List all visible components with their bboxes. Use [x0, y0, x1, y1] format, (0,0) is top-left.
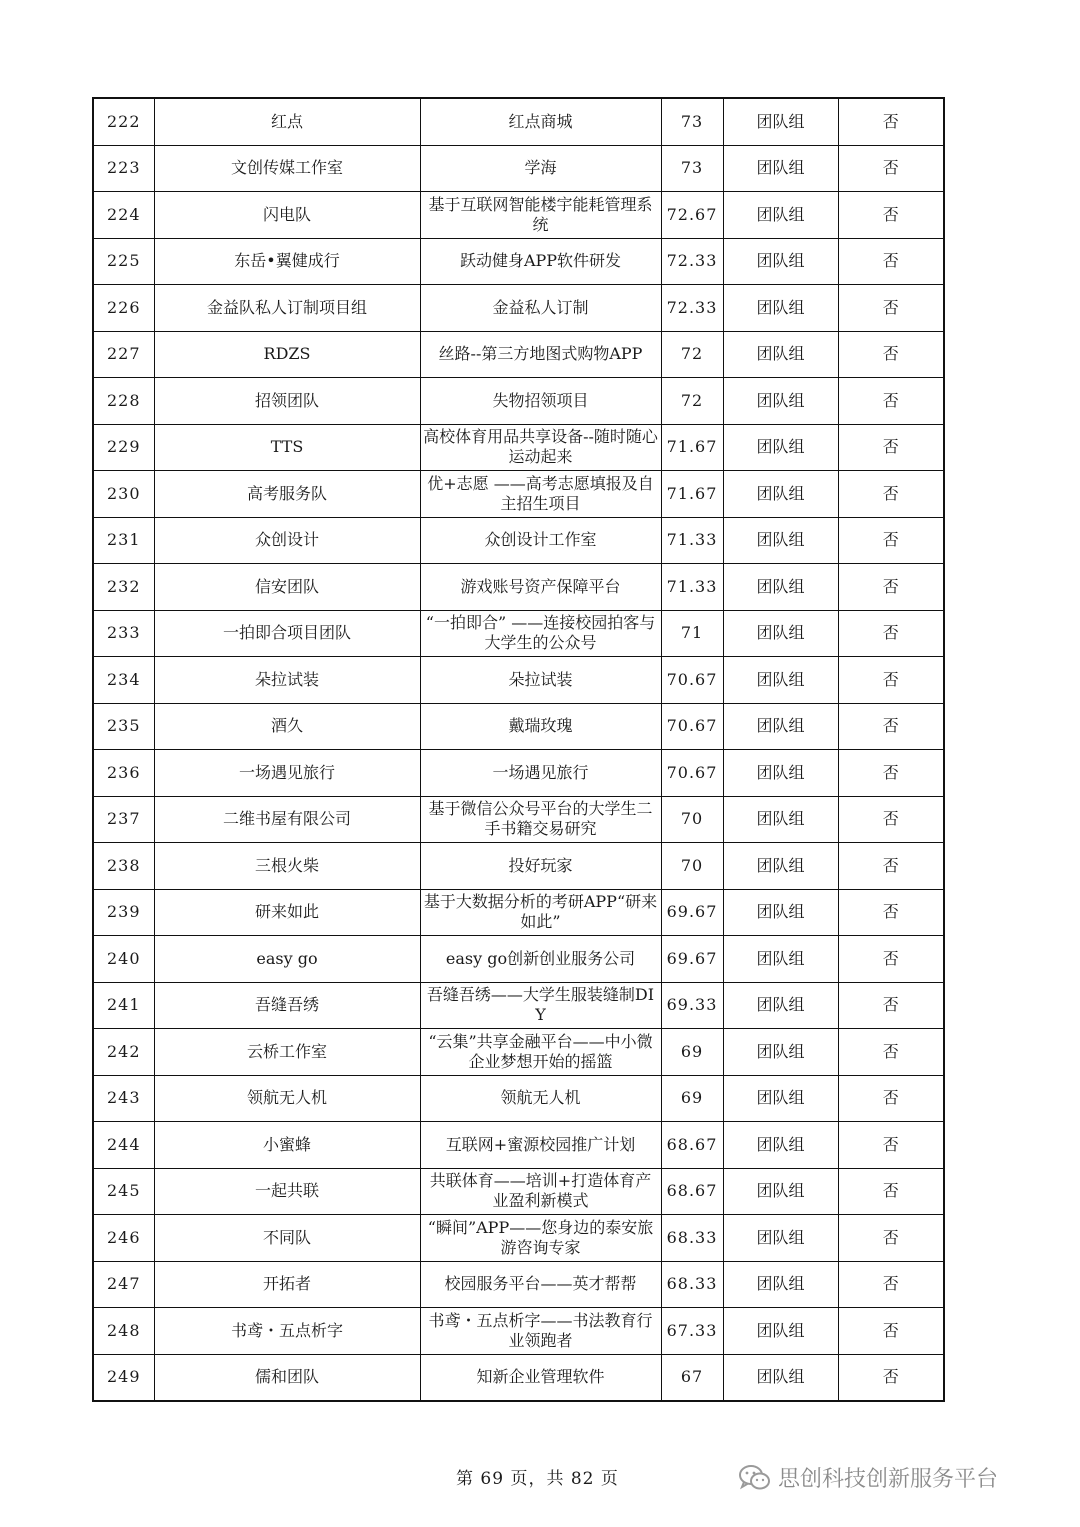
flag-cell: 否 [838, 610, 944, 657]
project-name-cell: 吾缝吾绣——大学生服装缝制DIY [420, 982, 661, 1029]
flag-cell: 否 [838, 936, 944, 983]
group-cell: 团队组 [723, 471, 838, 518]
group-cell: 团队组 [723, 936, 838, 983]
score-cell: 71 [661, 610, 723, 657]
group-cell: 团队组 [723, 145, 838, 192]
flag-cell: 否 [838, 1075, 944, 1122]
flag-cell: 否 [838, 1122, 944, 1169]
table-row [93, 517, 944, 564]
score-cell: 71.33 [661, 564, 723, 611]
project-name-cell: “一拍即合” ——连接校园拍客与大学生的公众号 [420, 610, 661, 657]
table-row [93, 564, 944, 611]
score-cell: 73 [661, 145, 723, 192]
score-cell: 68.33 [661, 1261, 723, 1308]
project-name-cell: “云集”共享金融平台——中小微企业梦想开始的摇篮 [420, 1029, 661, 1076]
project-name-cell: 共联体育——培训+打造体育产业盈利新模式 [420, 1168, 661, 1215]
team-name-cell: 一场遇见旅行 [154, 750, 420, 797]
group-cell: 团队组 [723, 703, 838, 750]
group-cell: 团队组 [723, 378, 838, 425]
score-cell: 72 [661, 331, 723, 378]
table-row [93, 1354, 944, 1401]
score-cell: 68.33 [661, 1215, 723, 1262]
project-name-cell: 书鸢・五点析字——书法教育行业领跑者 [420, 1308, 661, 1355]
team-name-cell: 小蜜蜂 [154, 1122, 420, 1169]
rank-cell: 226 [93, 285, 154, 332]
project-name-cell: 朵拉试装 [420, 657, 661, 704]
rank-cell: 227 [93, 331, 154, 378]
score-cell: 67 [661, 1354, 723, 1401]
team-name-cell: 金益队私人订制项目组 [154, 285, 420, 332]
team-name-cell: 一起共联 [154, 1168, 420, 1215]
group-cell: 团队组 [723, 1261, 838, 1308]
group-cell: 团队组 [723, 657, 838, 704]
rank-cell: 239 [93, 889, 154, 936]
flag-cell: 否 [838, 517, 944, 564]
project-name-cell: 失物招领项目 [420, 378, 661, 425]
flag-cell: 否 [838, 796, 944, 843]
score-cell: 71.33 [661, 517, 723, 564]
team-name-cell: 东岳•翼健成行 [154, 238, 420, 285]
team-name-cell: 高考服务队 [154, 471, 420, 518]
table-row [93, 1075, 944, 1122]
team-name-cell: 众创设计 [154, 517, 420, 564]
team-name-cell: 不同队 [154, 1215, 420, 1262]
score-cell: 71.67 [661, 471, 723, 518]
table-row [93, 331, 944, 378]
rank-cell: 247 [93, 1261, 154, 1308]
rank-cell: 243 [93, 1075, 154, 1122]
rank-cell: 241 [93, 982, 154, 1029]
rank-cell: 236 [93, 750, 154, 797]
rank-cell: 244 [93, 1122, 154, 1169]
table-row [93, 610, 944, 657]
flag-cell: 否 [838, 471, 944, 518]
table-row [93, 471, 944, 518]
score-cell: 70.67 [661, 657, 723, 704]
project-name-cell: “瞬间”APP——您身边的泰安旅游咨询专家 [420, 1215, 661, 1262]
group-cell: 团队组 [723, 1354, 838, 1401]
rank-cell: 231 [93, 517, 154, 564]
rank-cell: 229 [93, 424, 154, 471]
score-cell: 69.67 [661, 889, 723, 936]
flag-cell: 否 [838, 889, 944, 936]
rank-cell: 234 [93, 657, 154, 704]
group-cell: 团队组 [723, 1308, 838, 1355]
group-cell: 团队组 [723, 982, 838, 1029]
rank-cell: 225 [93, 238, 154, 285]
rank-cell: 248 [93, 1308, 154, 1355]
team-name-cell: 红点 [154, 98, 420, 145]
project-name-cell: 丝路--第三方地图式购物APP [420, 331, 661, 378]
project-name-cell: 跃动健身APP软件研发 [420, 238, 661, 285]
table-row [93, 657, 944, 704]
rank-cell: 232 [93, 564, 154, 611]
score-cell: 70.67 [661, 703, 723, 750]
project-name-cell: 投好玩家 [420, 843, 661, 890]
rank-cell: 235 [93, 703, 154, 750]
group-cell: 团队组 [723, 1029, 838, 1076]
rank-cell: 249 [93, 1354, 154, 1401]
group-cell: 团队组 [723, 238, 838, 285]
score-cell: 73 [661, 98, 723, 145]
score-cell: 70 [661, 796, 723, 843]
project-name-cell: 校园服务平台——英才帮帮 [420, 1261, 661, 1308]
table-row [93, 1261, 944, 1308]
group-cell: 团队组 [723, 564, 838, 611]
table-row [93, 843, 944, 890]
table-row [93, 1215, 944, 1262]
rank-cell: 224 [93, 192, 154, 239]
team-name-cell: 信安团队 [154, 564, 420, 611]
flag-cell: 否 [838, 982, 944, 1029]
group-cell: 团队组 [723, 843, 838, 890]
table-row [93, 703, 944, 750]
team-name-cell: 领航无人机 [154, 1075, 420, 1122]
team-name-cell: 研来如此 [154, 889, 420, 936]
project-name-cell: 一场遇见旅行 [420, 750, 661, 797]
score-cell: 70.67 [661, 750, 723, 797]
project-name-cell: 领航无人机 [420, 1075, 661, 1122]
flag-cell: 否 [838, 1261, 944, 1308]
table-row [93, 424, 944, 471]
table-row [93, 285, 944, 332]
group-cell: 团队组 [723, 424, 838, 471]
group-cell: 团队组 [723, 1122, 838, 1169]
wechat-icon [738, 1464, 772, 1492]
score-cell: 69.33 [661, 982, 723, 1029]
table-row [93, 1029, 944, 1076]
project-name-cell: 高校体育用品共享设备--随时随心运动起来 [420, 424, 661, 471]
table-row [93, 145, 944, 192]
team-name-cell: easy go [154, 936, 420, 983]
group-cell: 团队组 [723, 1215, 838, 1262]
flag-cell: 否 [838, 750, 944, 797]
rank-cell: 246 [93, 1215, 154, 1262]
flag-cell: 否 [838, 238, 944, 285]
table-row [93, 192, 944, 239]
team-name-cell: 一拍即合项目团队 [154, 610, 420, 657]
project-name-cell: 基于大数据分析的考研APP“研来如此” [420, 889, 661, 936]
score-cell: 69 [661, 1075, 723, 1122]
score-cell: 68.67 [661, 1168, 723, 1215]
flag-cell: 否 [838, 424, 944, 471]
team-name-cell: 文创传媒工作室 [154, 145, 420, 192]
rank-cell: 233 [93, 610, 154, 657]
flag-cell: 否 [838, 1215, 944, 1262]
score-cell: 68.67 [661, 1122, 723, 1169]
group-cell: 团队组 [723, 1075, 838, 1122]
rank-cell: 237 [93, 796, 154, 843]
group-cell: 团队组 [723, 98, 838, 145]
table-row [93, 1308, 944, 1355]
group-cell: 团队组 [723, 192, 838, 239]
page-footer [0, 1462, 1080, 1492]
team-name-cell: 招领团队 [154, 378, 420, 425]
group-cell: 团队组 [723, 331, 838, 378]
group-cell: 团队组 [723, 1168, 838, 1215]
score-cell: 72.33 [661, 238, 723, 285]
watermark [738, 1462, 998, 1493]
score-cell: 72.33 [661, 285, 723, 332]
project-name-cell: 众创设计工作室 [420, 517, 661, 564]
score-cell: 72 [661, 378, 723, 425]
rank-cell: 223 [93, 145, 154, 192]
team-name-cell: 酒久 [154, 703, 420, 750]
table-row [93, 936, 944, 983]
flag-cell: 否 [838, 1308, 944, 1355]
team-name-cell: 闪电队 [154, 192, 420, 239]
results-table [92, 97, 945, 1402]
page-number: 第 69 页，共 82 页 [456, 1469, 619, 1489]
table-row [93, 378, 944, 425]
team-name-cell: 吾缝吾绣 [154, 982, 420, 1029]
table-row [93, 1168, 944, 1215]
group-cell: 团队组 [723, 610, 838, 657]
team-name-cell: 三根火柴 [154, 843, 420, 890]
watermark-text: 思创科技创新服务平台 [778, 1467, 999, 1492]
team-name-cell: RDZS [154, 331, 420, 378]
rank-cell: 240 [93, 936, 154, 983]
project-name-cell: easy go创新创业服务公司 [420, 936, 661, 983]
rank-cell: 228 [93, 378, 154, 425]
flag-cell: 否 [838, 1168, 944, 1215]
group-cell: 团队组 [723, 889, 838, 936]
team-name-cell: 云桥工作室 [154, 1029, 420, 1076]
score-cell: 70 [661, 843, 723, 890]
team-name-cell: TTS [154, 424, 420, 471]
flag-cell: 否 [838, 703, 944, 750]
group-cell: 团队组 [723, 796, 838, 843]
flag-cell: 否 [838, 145, 944, 192]
team-name-cell: 朵拉试装 [154, 657, 420, 704]
table-row [93, 750, 944, 797]
project-name-cell: 基于微信公众号平台的大学生二手书籍交易研究 [420, 796, 661, 843]
group-cell: 团队组 [723, 517, 838, 564]
project-name-cell: 金益私人订制 [420, 285, 661, 332]
rank-cell: 245 [93, 1168, 154, 1215]
flag-cell: 否 [838, 564, 944, 611]
rank-cell: 238 [93, 843, 154, 890]
score-cell: 69 [661, 1029, 723, 1076]
flag-cell: 否 [838, 1029, 944, 1076]
group-cell: 团队组 [723, 750, 838, 797]
project-name-cell: 互联网+蜜源校园推广计划 [420, 1122, 661, 1169]
table-row [93, 982, 944, 1029]
flag-cell: 否 [838, 98, 944, 145]
table-row [93, 98, 944, 145]
table-row [93, 796, 944, 843]
flag-cell: 否 [838, 192, 944, 239]
group-cell: 团队组 [723, 285, 838, 332]
team-name-cell: 书鸢・五点析字 [154, 1308, 420, 1355]
project-name-cell: 游戏账号资产保障平台 [420, 564, 661, 611]
score-cell: 69.67 [661, 936, 723, 983]
score-cell: 67.33 [661, 1308, 723, 1355]
team-name-cell: 开拓者 [154, 1261, 420, 1308]
table-row [93, 1122, 944, 1169]
flag-cell: 否 [838, 331, 944, 378]
rank-cell: 222 [93, 98, 154, 145]
flag-cell: 否 [838, 378, 944, 425]
project-name-cell: 优+志愿 ——高考志愿填报及自主招生项目 [420, 471, 661, 518]
rank-cell: 242 [93, 1029, 154, 1076]
project-name-cell: 知新企业管理软件 [420, 1354, 661, 1401]
flag-cell: 否 [838, 843, 944, 890]
score-cell: 72.67 [661, 192, 723, 239]
team-name-cell: 二维书屋有限公司 [154, 796, 420, 843]
flag-cell: 否 [838, 285, 944, 332]
rank-cell: 230 [93, 471, 154, 518]
score-cell: 71.67 [661, 424, 723, 471]
flag-cell: 否 [838, 1354, 944, 1401]
project-name-cell: 基于互联网智能楼宇能耗管理系统 [420, 192, 661, 239]
table-row [93, 889, 944, 936]
results-table-body [93, 98, 944, 1401]
flag-cell: 否 [838, 657, 944, 704]
table-row [93, 238, 944, 285]
project-name-cell: 红点商城 [420, 98, 661, 145]
project-name-cell: 学海 [420, 145, 661, 192]
project-name-cell: 戴瑞玫瑰 [420, 703, 661, 750]
team-name-cell: 儒和团队 [154, 1354, 420, 1401]
